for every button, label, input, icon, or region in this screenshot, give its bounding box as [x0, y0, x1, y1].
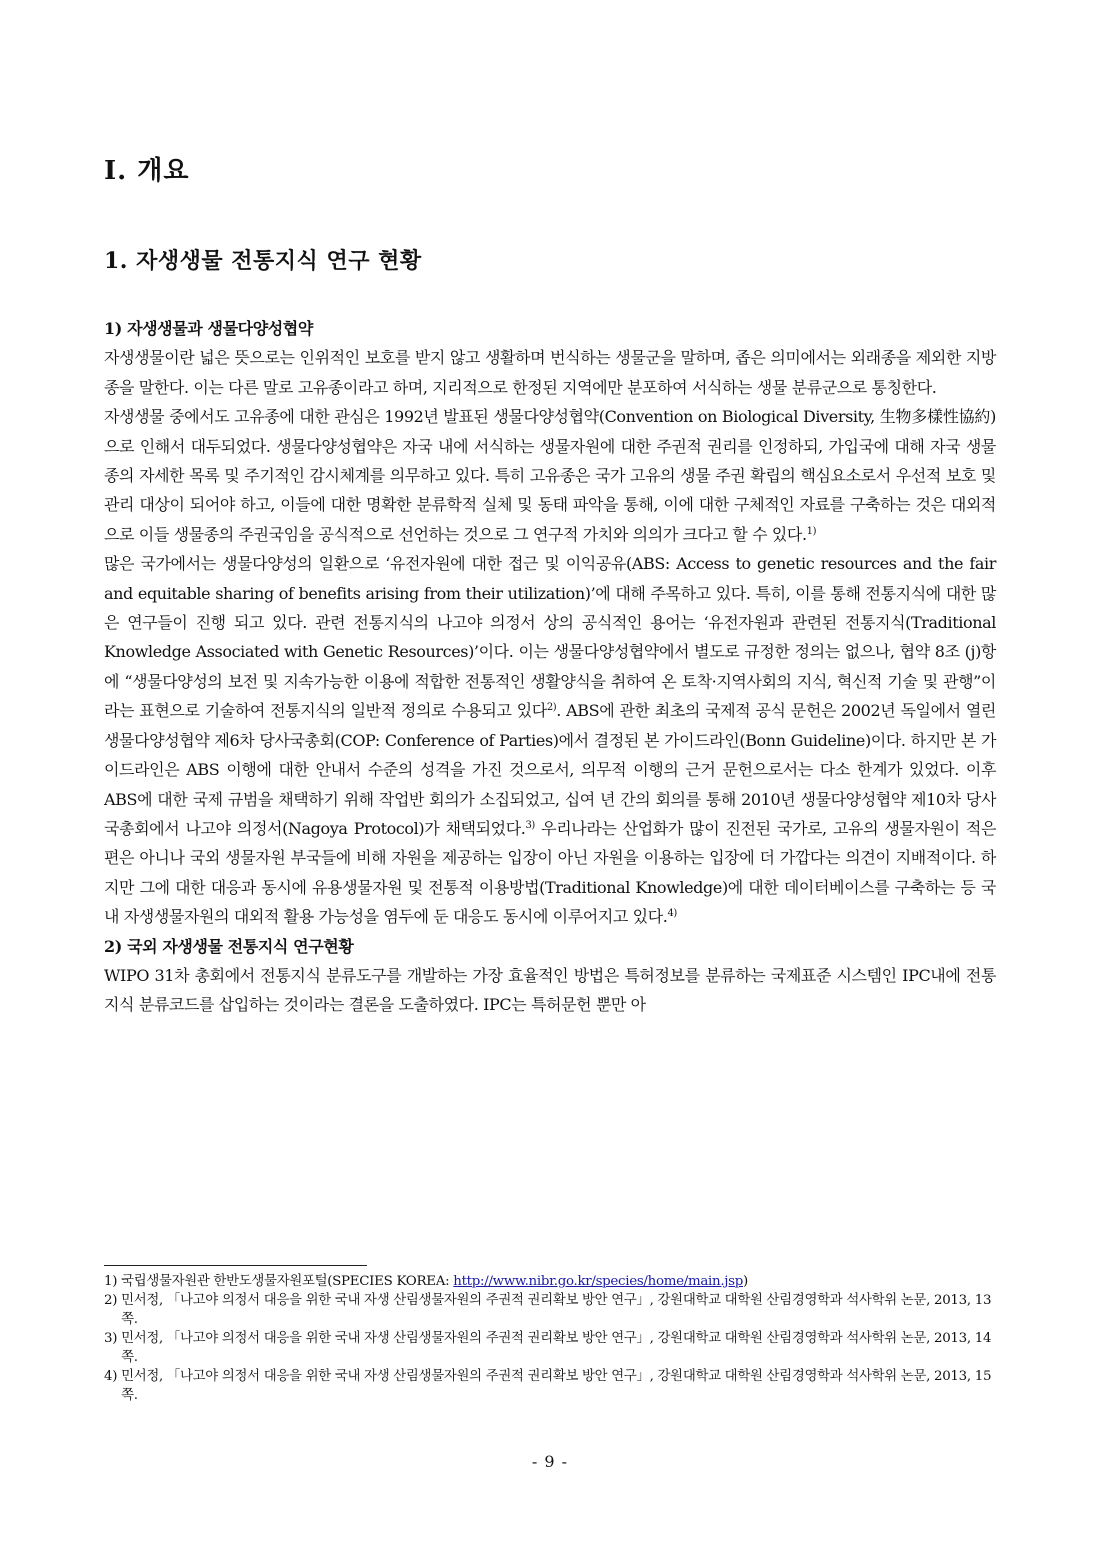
footnote-ref-3[interactable]: 3)	[525, 819, 535, 831]
footnote-1	[104, 1272, 996, 1291]
paragraph-2-text: 자생생물 중에서도 고유종에 대한 관심은 1992년 발표된 생물다양성협약(Convention on Biological Diversity, 生物多樣性協約)으로 인해서 대두되었다. 생물다양성협약은 자국 내에 서식하는 생물자원에 대한 주권적 권리를 인정하되, 가입국에 대해 자국 생물종의 자세한 목록 및 주기적인 감시체계를 의무하고 있다. 특히 고유종은 국가 고유의 생물 주권 확립의 핵심요소로서 우선적 보호 및 관리 대상이 되어야 하고, 이들에 대한 명확한 분류학적 실체 및 동태 파악을 통해, 이에 대한 구체적인 자료를 구축하는 것은 대외적으로 이들 생물종의 주권국임을 공식적으로 선언하는 것으로 그 연구적 가치와 의의가 크다고 할 수 있다.	[104, 407, 996, 544]
footnote-text: 민서정, 「나고야 의정서 대응을 위한 국내 자생 산림생물자원의 주권적 권리확보 방안 연구」, 강원대학교 대학원 산림경영학과 석사학위 논문, 2013, 15쪽.	[121, 1369, 992, 1403]
footnotes	[104, 1272, 996, 1405]
footnote-number: 1)	[104, 1274, 122, 1289]
footnote-text: 민서정, 「나고야 의정서 대응을 위한 국내 자생 산림생물자원의 주권적 권리확보 방안 연구」, 강원대학교 대학원 산림경영학과 석사학위 논문, 2013, 14쪽.	[121, 1331, 992, 1365]
footnote-ref-1[interactable]: 1)	[806, 525, 817, 537]
footnote-ref-2[interactable]: 2)	[546, 702, 557, 714]
footnote-3	[104, 1329, 996, 1367]
footnote-text: 민서정, 「나고야 의정서 대응을 위한 국내 자생 산림생물자원의 주권적 권리확보 방안 연구」, 강원대학교 대학원 산림경영학과 석사학위 논문, 2013, 13쪽.	[121, 1293, 992, 1327]
paragraph-2	[104, 402, 996, 549]
paragraph-3-text-b: . ABS에 관한 최초의 국제적 공식 문헌은 2002년 독일에서 열린 생물다양성협약 제6차 당사국총회(COP: Conference of Parties)에서 결정된 본 가이드라인(Bonn Guideline)이다. 하지만 본 가이드라인은 ABS 이행에 대한 안내서 수준의 성격을 가진 것으로서, 의무적 이행의 근거 문헌으로서는 다소 한계가 있었다. 이후 ABS에 대한 국제 규범을 채택하기 위해 작업반 회의가 소집되었고, 십여 년 간의 회의를 통해 2010년 생물다양성협약 제10차 당사국총회에서 나고야 의정서(Nagoya Protocol)가 채택되었다.	[104, 701, 996, 838]
footnote-2	[104, 1291, 996, 1329]
body-text	[104, 314, 996, 1020]
footnote-ref-4[interactable]: 4)	[667, 908, 677, 920]
footnote-text	[121, 1272, 996, 1291]
chapter-title: I. 개요	[104, 156, 190, 186]
footnote-number: 3)	[104, 1331, 122, 1346]
footnote-4	[104, 1367, 996, 1405]
footnote-divider	[104, 1265, 367, 1266]
paragraph-3-text-a: 많은 국가에서는 생물다양성의 일환으로 ‘유전자원에 대한 접근 및 이익공유(ABS: Access to genetic resources and the fair and equitable sharing of benefits arising from their utilization)’에 대해 주목하고 있다. 특히, 이를 통해 전통지식에 대한 많은 연구들이 진행 되고 있다. 관련 전통지식의 나고야 의정서 상의 공식적인 용어는 ‘유전자원과 관련된 전통지식(Traditional Knowledge Associated with Genetic Resources)’이다. 이는 생물다양성협약에서 별도로 규정한 정의는 없으나, 협약 8조 (j)항에 “생물다양성의 보전 및 지속가능한 이용에 적합한 전통적인 생활양식을 취하여 온 토착·지역사회의 지식, 혁신적 기술 및 관행”이라는 표현으로 기술하여 전통지식의 일반적 정의로 수용되고 있다	[104, 554, 996, 721]
page-number: - 9 -	[531, 1452, 569, 1471]
paragraph-3-text-c: 우리나라는 산업화가 많이 진전된 국가로, 고유의 생물자원이 적은 편은 아니나 국외 생물자원 부국들에 비해 자원을 제공하는 입장이 아닌 자원을 이용하는 입장에 더 가깝다는 의견이 지배적이다. 하지만 그에 대한 대응과 동시에 유용생물자원 및 전통적 이용방법(Traditional Knowledge)에 대한 데이터베이스를 구축하는 등 국내 자생생물자원의 대외적 활용 가능성을 염두에 둔 대응도 동시에 이루어지고 있다.	[104, 818, 996, 927]
footnote-link[interactable]: http://www.nibr.go.kr/species/home/main.jsp	[453, 1274, 743, 1289]
paragraph-1: 자생생물이란 넓은 뜻으로는 인위적인 보호를 받지 않고 생활하며 번식하는 생물군을 말하며, 좁은 의미에서는 외래종을 제외한 지방종을 말한다. 이는 다른 말로 고유종이라고 하며, 지리적으로 한정된 지역에만 분포하여 서식하는 생물 분류군으로 통칭한다.	[104, 348, 996, 397]
paragraph-4: WIPO 31차 총회에서 전통지식 분류도구를 개발하는 가장 효율적인 방법은 특허정보를 분류하는 국제표준 시스템인 IPC내에 전통지식 분류코드를 삽입하는 것이라는 결론을 도출하였다. IPC는 특허문헌 뿐만 아	[104, 965, 996, 1015]
subsection-1-heading: 1) 자생생물과 생물다양성협약	[104, 319, 313, 338]
footnote-source: 국립생물자원관 한반도생물자원포털(SPECIES KOREA:	[121, 1274, 454, 1289]
footnote-close: )	[743, 1274, 748, 1289]
paragraph-3	[104, 549, 996, 931]
section-title: 1. 자생생물 전통지식 연구 현황	[104, 248, 422, 274]
subsection-2-heading: 2) 국외 자생생물 전통지식 연구현황	[104, 936, 354, 956]
footnote-number: 2)	[104, 1293, 122, 1308]
footnote-number: 4)	[104, 1369, 122, 1384]
